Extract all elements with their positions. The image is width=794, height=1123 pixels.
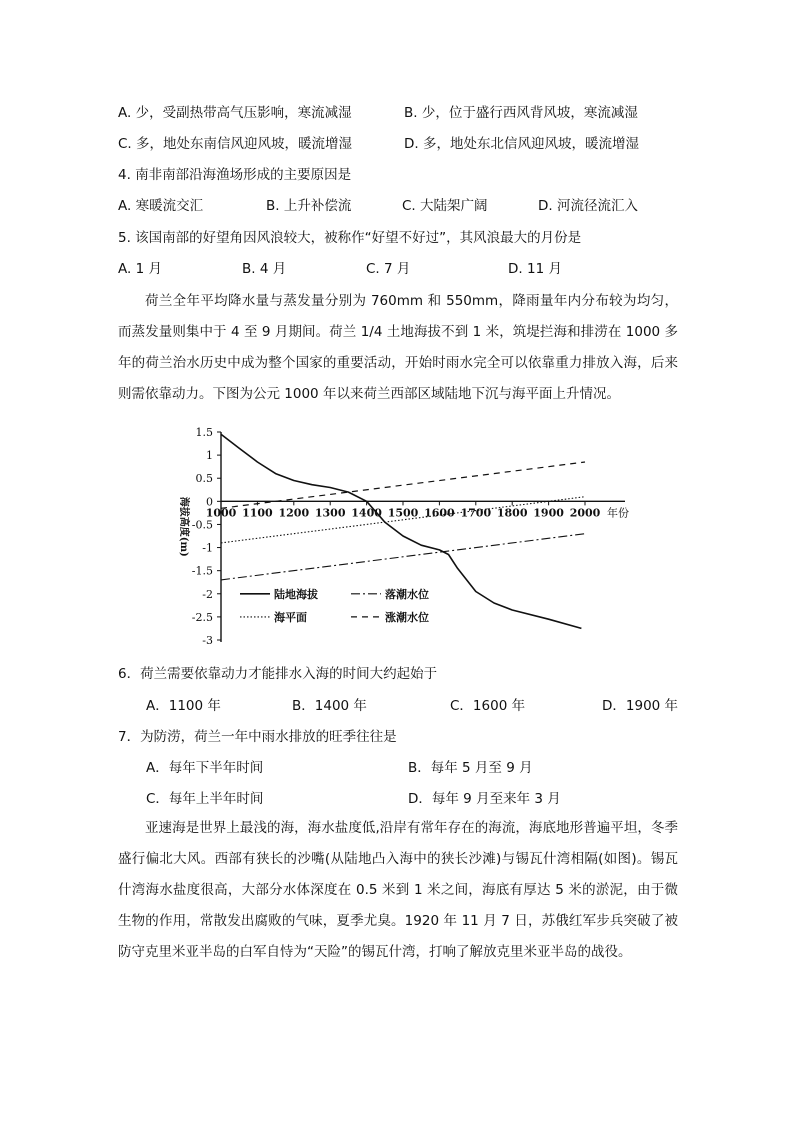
x-tick-label: 1400 (351, 506, 382, 520)
x-tick-label: 2000 (569, 506, 601, 520)
x-tick-label: 1100 (242, 506, 273, 520)
q7-option-d: D．每年 9 月至来年 3 月 (408, 791, 561, 807)
y-tick-label: 0.5 (195, 472, 213, 486)
y-tick-label: -2 (202, 587, 213, 601)
series-line-2 (221, 534, 585, 580)
legend-label-1: 陆地海拔 (274, 587, 318, 601)
y-tick-label: 0 (206, 495, 213, 509)
legend-label-4: 涨潮水位 (385, 610, 429, 624)
y-tick-label: -1.5 (191, 564, 213, 578)
q3-option-c: C. 多，地处东南信风迎风坡，暖流增湿 (118, 136, 353, 152)
x-tick-label: 1800 (496, 506, 528, 520)
q6-option-d: D．1900 年 (602, 698, 679, 714)
land-sealevel-chart (160, 420, 650, 650)
q3-option-d: D. 多，地处东北信风迎风坡，暖流增湿 (404, 136, 639, 152)
q6-stem: 6．荷兰需要依靠动力才能排水入海的时间大约起始于 (118, 666, 438, 682)
q6-option-a: A．1100 年 (146, 698, 221, 714)
y-axis-label: 海拔高度(m) (178, 496, 189, 557)
q6-option-c: C．1600 年 (450, 698, 526, 714)
q4-option-b: B. 上升补偿流 (266, 198, 352, 214)
q4-option-c: C. 大陆架广阔 (402, 198, 488, 214)
x-tick-label: 1200 (278, 506, 310, 520)
x-tick-label: 1000 (205, 506, 237, 520)
x-tick-label: 1300 (314, 506, 346, 520)
y-tick-label: -2.5 (191, 610, 213, 624)
q7-stem: 7．为防涝，荷兰一年中雨水排放的旺季往往是 (118, 729, 397, 745)
chart-legend (240, 587, 429, 624)
q5-option-a: A. 1 月 (118, 261, 162, 277)
x-tick-label: 1600 (424, 506, 455, 520)
y-tick-label: -1 (202, 541, 213, 555)
y-tick-label: 1 (206, 449, 213, 463)
q4-option-d: D. 河流径流汇入 (538, 198, 638, 214)
q7-option-c: C．每年上半年时间 (146, 791, 264, 807)
legend-label-2: 落潮水位 (385, 587, 429, 601)
x-tick-label: 1500 (387, 506, 419, 520)
q5-option-b: B. 4 月 (242, 261, 287, 277)
legend-label-3: 海平面 (274, 610, 307, 624)
x-axis-label: 年份 (607, 506, 629, 520)
passage-netherlands: 荷兰全年平均降水量与蒸发量分别为 760mm 和 550mm，降雨量年内分布较为均匀，而蒸发量则集中于 4 至 9 月期间。荷兰 1/4 土地海拔不到 1 米，筑堤拦海和排涝在 1000 多年的荷兰治水历史中成为整个国家的重要活动，开始时雨水完全可以依靠重力排放入海，后来则需依靠动力。下图为公元 1000 年以来荷兰西部区域陆地下沉与海平面上升情况。 (118, 293, 678, 402)
x-tick-label: 1700 (460, 506, 492, 520)
x-tick-label: 1900 (533, 506, 564, 520)
y-tick-label: 1.5 (195, 426, 213, 439)
q5-option-c: C. 7 月 (366, 261, 411, 277)
passage-azov-sea: 亚速海是世界上最浅的海，海水盐度低,沿岸有常年存在的海流，海底地形普遍平坦，冬季盛行偏北大风。西部有狭长的沙嘴(从陆地凸入海中的狭长沙滩)与锡瓦什湾相隔(如图)。锡瓦什湾海水盐度很高，大部分水体深度在 0.5 米到 1 米之间，海底有厚达 5 米的淤泥，由于微生物的作用，常散发出腐败的气味，夏季尤臭。1920 年 11 月 7 日，苏俄红军步兵突破了被防守克里米亚半岛的白军自恃为“天险”的锡瓦什湾，打响了解放克里米亚半岛的战役。 (118, 820, 678, 960)
y-tick-label: -3 (202, 634, 213, 647)
q6-option-b: B．1400 年 (292, 698, 367, 714)
q3-option-a: A. 少，受副热带高气压影响，寒流减湿 (118, 105, 352, 121)
q5-stem: 5. 该国南部的好望角因风浪较大，被称作“好望不好过”，其风浪最大的月份是 (118, 230, 582, 246)
q7-option-a: A．每年下半年时间 (146, 760, 264, 776)
q4-option-a: A. 寒暖流交汇 (118, 198, 204, 214)
q3-option-b: B. 少，位于盛行西风背风坡，寒流减湿 (404, 105, 638, 121)
y-tick-label: -0.5 (191, 518, 213, 532)
q5-option-d: D. 11 月 (508, 261, 562, 277)
q4-stem: 4. 南非南部沿海渔场形成的主要原因是 (118, 167, 352, 183)
q7-option-b: B．每年 5 月至 9 月 (408, 760, 533, 776)
